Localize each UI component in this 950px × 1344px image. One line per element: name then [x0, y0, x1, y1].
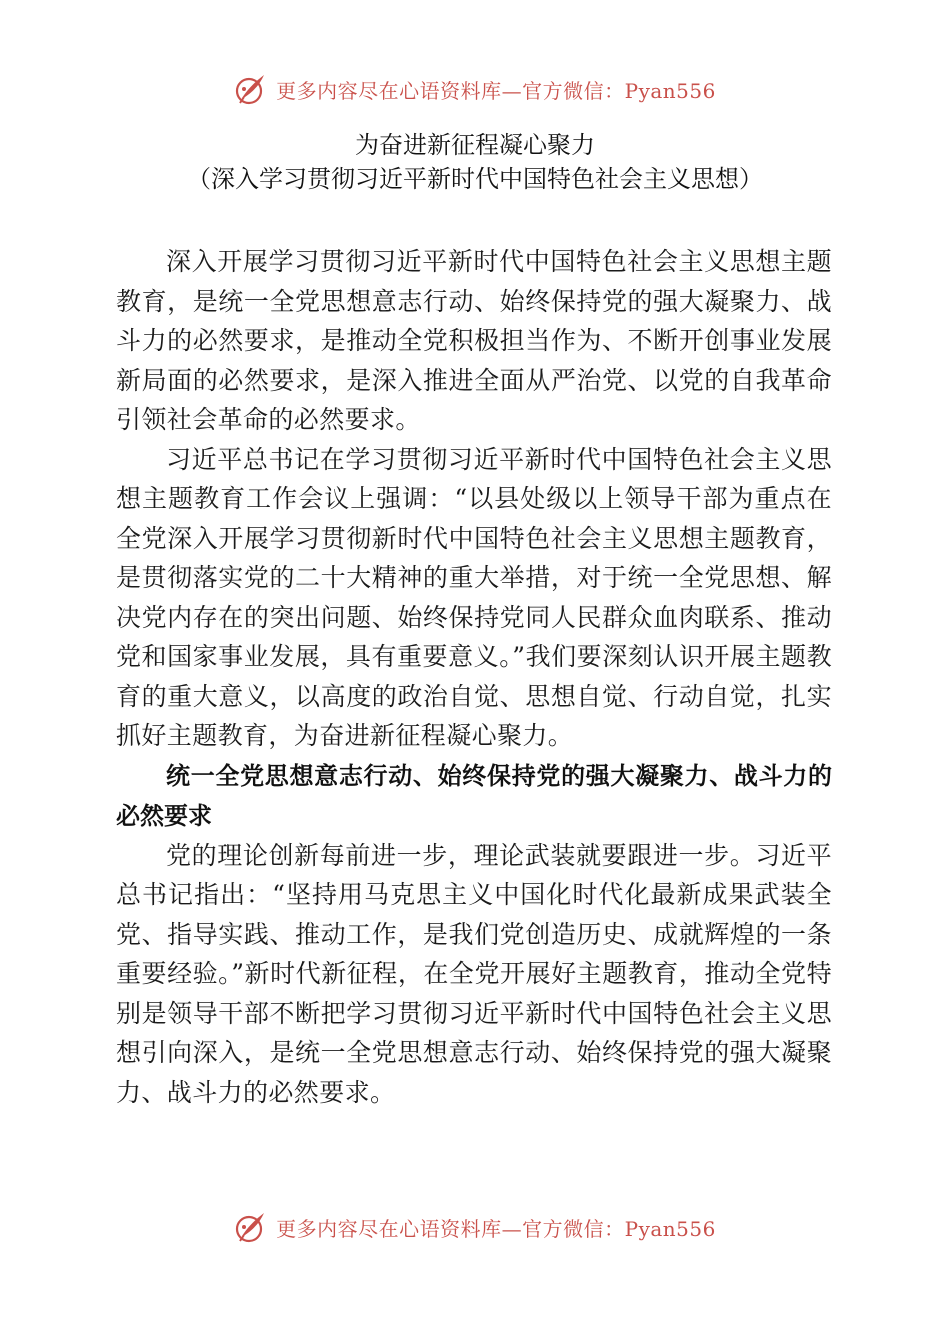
quill-pen-logo-icon [234, 72, 268, 106]
section-heading-1: 统一全党思想意志行动、始终保持党的强大凝聚力、战斗力的必然要求 [116, 761, 832, 830]
watermark-text: 更多内容尽在心语资料库—官方微信：Pyan556 [276, 78, 716, 103]
watermark-footer [0, 1210, 950, 1244]
document-body [116, 242, 832, 1112]
paragraph-1: 深入开展学习贯彻习近平新时代中国特色社会主义思想主题教育，是统一全党思想意志行动、始终保持党的强大凝聚力、战斗力的必然要求，是推动全党积极担当作为、不断开创事业发展新局面的必然要求，是深入推进全面从严治党、以党的自我革命引领社会革命的必然要求。 [116, 247, 832, 434]
watermark-header [0, 72, 950, 106]
paragraph-3: 党的理论创新每前进一步，理论武装就要跟进一步。习近平总书记指出：“坚持用马克思主义中国化时代化最新成果武装全党、指导实践、推动工作，是我们党创造历史、成就辉煌的一条重要经验。”新时代新征程，在全党开展好主题教育，推动全党特别是领导干部不断把学习贯彻习近平新时代中国特色社会主义思想引向深入，是统一全党思想意志行动、始终保持党的强大凝聚力、战斗力的必然要求。 [116, 840, 832, 1107]
title-line-1: 为奋进新征程凝心聚力 [355, 131, 595, 159]
title-line-2: （深入学习贯彻习近平新时代中国特色社会主义思想） [187, 165, 763, 193]
paragraph-2: 习近平总书记在学习贯彻习近平新时代中国特色社会主义思想主题教育工作会议上强调：“以县处级以上领导干部为重点在全党深入开展学习贯彻新时代中国特色社会主义思想主题教育，是贯彻落实党的二十大精神的重大举措，对于统一全党思想、解决党内存在的突出问题、始终保持党同人民群众血肉联系、推动党和国家事业发展，具有重要意义。”我们要深刻认识开展主题教育的重大意义，以高度的政治自觉、思想自觉、行动自觉，扎实抓好主题教育，为奋进新征程凝心聚力。 [116, 444, 832, 750]
document-title [0, 128, 950, 196]
quill-pen-logo-icon [234, 1210, 268, 1244]
watermark-text: 更多内容尽在心语资料库—官方微信：Pyan556 [276, 1216, 716, 1241]
